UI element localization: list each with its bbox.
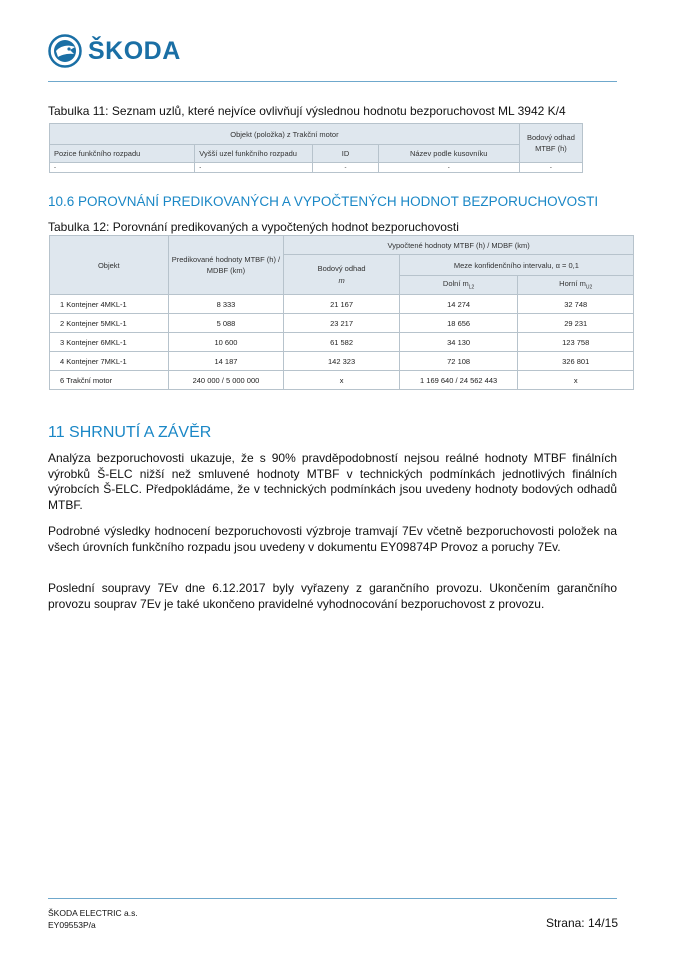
paragraph-2: Podrobné výsledky hodnocení bezporuchovosti výzbroje tramvají 7Ev včetně bezporuchovosti položek na všech úrovních funkčního rozpadu jsou uvedeny v dokumentu EY09874P Provoz a poruchy 7Ev. xyxy=(48,524,617,554)
section-11-heading: 11 SHRNUTÍ A ZÁVĚR xyxy=(48,424,212,441)
table12-header-point-estimate xyxy=(284,255,400,295)
table11-caption: Tabulka 11: Seznam uzlů, které nejvíce ovlivňují výslednou hodnotu bezporuchovost ML 3942 K/4 xyxy=(48,104,566,118)
table12-predicted: 14 187 xyxy=(168,352,284,371)
table12-upper: x xyxy=(518,371,634,390)
table12-header-interval: Meze konfidenčního intervalu, α = 0,1 xyxy=(399,255,633,276)
table-row xyxy=(50,333,634,352)
table12-upper: 32 748 xyxy=(518,295,634,314)
table11-cell: - xyxy=(519,163,582,173)
footer-doc-id: EY09553P/a xyxy=(48,920,96,930)
table11-col-id: ID xyxy=(313,145,378,163)
table12-object: 6 Trakční motor xyxy=(50,371,169,390)
page-number: Strana: 14/15 xyxy=(545,916,618,930)
table12-object: 4 Kontejner 7MKL-1 xyxy=(50,352,169,371)
table11-col-parent-node: Vyšší uzel funkčního rozpadu xyxy=(195,145,313,163)
table12-header-lower-sub: L2 xyxy=(468,284,475,291)
paragraph-1: Analýza bezporuchovosti ukazuje, že s 90% pravděpodobností nejsou reálné hodnoty MTBF finálních výrobků Š-ELC nižší než smluvené hodnoty MTBF v technických podmínkách jednotlivých finálních výrobcích Š-ELC. Předpokládáme, že v technických podmínkách jsou uvedeny hodnoty bodových odhadů MTBF. xyxy=(48,451,617,512)
table12-object: 3 Kontejner 6MKL-1 xyxy=(50,333,169,352)
table12-predicted: 8 333 xyxy=(168,295,284,314)
paragraph-3: Poslední soupravy 7Ev dne 6.12.2017 byly vyřazeny z garančního provozu. Ukončením garančního provozu souprav 7Ev je také ukončeno pravidelné vyhodnocování bezporuchovost z provozu. xyxy=(48,581,617,611)
table12-lower: 72 108 xyxy=(399,352,518,371)
table12-header-upper-label: Horní m xyxy=(559,279,586,289)
brand-name: ŠKODA xyxy=(88,36,181,65)
table11-cell: - xyxy=(50,163,195,173)
table11-estimate-header: Bodový odhad MTBF (h) xyxy=(519,124,582,163)
footer-company: ŠKODA ELECTRIC a.s. xyxy=(48,908,138,918)
table12-upper: 123 758 xyxy=(518,333,634,352)
table12-lower: 18 656 xyxy=(399,314,518,333)
header-rule xyxy=(48,81,617,82)
table12-lower: 1 169 640 / 24 562 443 xyxy=(399,371,518,390)
table12-header-point-label: Bodový odhad xyxy=(317,263,366,273)
table-row xyxy=(50,352,634,371)
table12-point: 142 323 xyxy=(284,352,400,371)
table12-header-computed: Vypočtené hodnoty MTBF (h) / MDBF (km) xyxy=(284,236,634,255)
section-11-body-2 xyxy=(48,524,617,555)
table11-group-header: Objekt (položka) z Trakční motor xyxy=(50,124,520,145)
table11 xyxy=(49,123,583,173)
table12-object: 2 Kontejner 5MKL-1 xyxy=(50,314,169,333)
table11-cell: - xyxy=(378,163,519,173)
section-11-body xyxy=(48,451,617,513)
table12-predicted: 10 600 xyxy=(168,333,284,352)
table-row xyxy=(50,295,634,314)
table12-caption: Tabulka 12: Porovnání predikovaných a vypočtených hodnot bezporuchovosti xyxy=(48,220,459,234)
section-11-body-3 xyxy=(48,581,617,612)
table12-point: 23 217 xyxy=(284,314,400,333)
table12-header-lower xyxy=(399,276,518,295)
table12-upper: 29 231 xyxy=(518,314,634,333)
table12-upper: 326 801 xyxy=(518,352,634,371)
table12-predicted: 240 000 / 5 000 000 xyxy=(168,371,284,390)
table11-col-name: Název podle kusovníku xyxy=(378,145,519,163)
table12-point: 61 582 xyxy=(284,333,400,352)
section-10-6-heading: 10.6 POROVNÁNÍ PREDIKOVANÝCH A VYPOČTENÝCH HODNOT BEZPORUCHOVOSTI xyxy=(48,194,599,209)
table12-point: x xyxy=(284,371,400,390)
table12-header-object: Objekt xyxy=(50,236,169,295)
table12-header-lower-label: Dolní m xyxy=(442,279,469,289)
table12 xyxy=(49,235,634,390)
table-row xyxy=(50,371,634,390)
table12-header-point-symbol: m xyxy=(338,275,345,285)
table11-col-position: Pozice funkčního rozpadu xyxy=(50,145,195,163)
table11-cell: - xyxy=(195,163,313,173)
skoda-winged-arrow-icon xyxy=(48,34,82,68)
footer-rule xyxy=(48,898,617,899)
table12-header-predicted: Predikované hodnoty MTBF (h) / MDBF (km) xyxy=(168,236,284,295)
table12-header-upper xyxy=(518,276,634,295)
table12-lower: 34 130 xyxy=(399,333,518,352)
table12-point: 21 167 xyxy=(284,295,400,314)
table-row xyxy=(50,314,634,333)
table12-header-upper-sub: U2 xyxy=(585,284,593,291)
table12-predicted: 5 088 xyxy=(168,314,284,333)
table11-cell: - xyxy=(313,163,378,173)
table12-lower: 14 274 xyxy=(399,295,518,314)
table12-object: 1 Kontejner 4MKL-1 xyxy=(50,295,169,314)
skoda-logo xyxy=(48,33,181,69)
